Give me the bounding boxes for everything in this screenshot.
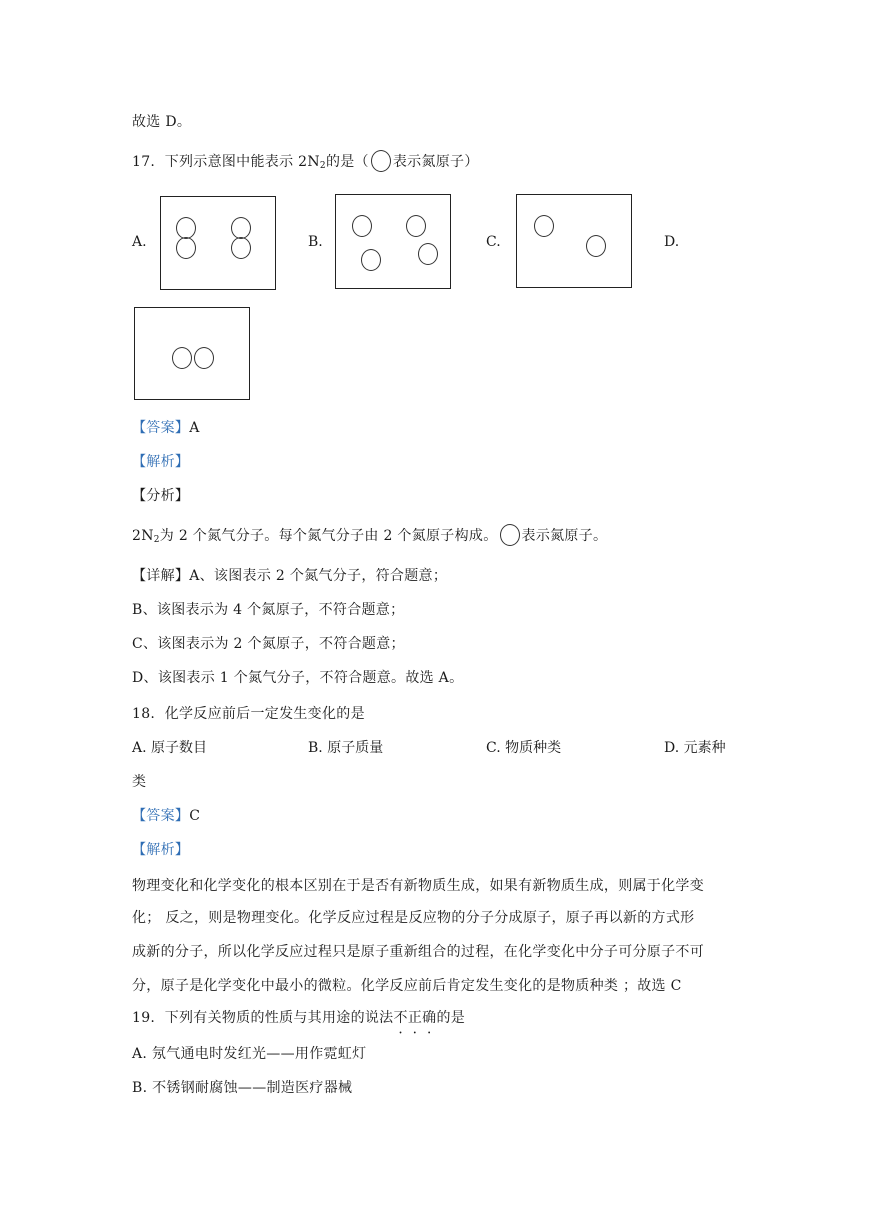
q18-option-d: D. 元素种 <box>664 740 726 756</box>
nitrogen-atom-icon <box>371 150 391 172</box>
q17-fenxi-subscript: 2 <box>153 535 160 545</box>
q17-fenxi-end: 表示氮原子。 <box>521 528 608 544</box>
answer-tag: 【答案】 <box>132 808 190 824</box>
q18-analysis-tag: 【解析】 <box>132 842 190 858</box>
atom-icon <box>231 217 251 239</box>
atom-icon <box>586 235 606 257</box>
q19-number: 19. <box>132 1010 156 1026</box>
q17-stem-text-a: 下列示意图中能表示 2N <box>164 154 320 170</box>
q19-stem-text-a: 下列有关物质的性质与其用途的说法 <box>164 1010 394 1026</box>
atom-icon <box>361 249 381 271</box>
q17-detail-a-text: A、该图表示 2 个氮气分子，符合题意； <box>189 568 448 584</box>
q19-option-b: B. 不锈钢耐腐蚀——制造医疗器械 <box>132 1080 353 1096</box>
q18-number: 18. <box>132 706 156 722</box>
q17-stem <box>132 152 479 176</box>
q17-fenxi-body: 为 2 个氮气分子。每个氮气分子由 2 个氮原子构成。 <box>159 528 498 544</box>
q18-analysis-line: 物理变化和化学变化的根本区别在于是否有新物质生成，如果有新物质生成，则属于化学变 <box>132 878 704 894</box>
q17-option-d-label: D. <box>664 234 680 250</box>
atom-icon <box>194 347 214 369</box>
q17-stem-text-c: 表示氮原子） <box>392 154 479 170</box>
atom-icon <box>534 215 554 237</box>
q17-detail-c: C、该图表示为 2 个氮原子，不符合题意； <box>132 636 405 652</box>
q17-analysis-tag: 【解析】 <box>132 454 190 470</box>
q18-answer-value: C <box>189 808 201 824</box>
detail-tag: 【详解】 <box>132 568 190 584</box>
q17-diagram-d <box>134 307 250 400</box>
q17-option-c-label: C. <box>486 234 501 250</box>
q17-stem-subscript: 2 <box>319 161 326 171</box>
atom-icon <box>418 243 438 265</box>
q17-option-a-label: A. <box>132 234 147 250</box>
atom-icon <box>352 215 372 237</box>
q17-diagram-b <box>335 194 451 289</box>
q19-emphasis-char: 正 <box>407 1010 423 1026</box>
q19-emphasis-char: 确 <box>422 1010 437 1026</box>
q18-option-b: B. 原子质量 <box>308 740 384 756</box>
q17-detail-d: D、该图表示 1 个氮气分子，不符合题意。故选 A。 <box>132 670 464 686</box>
q18-analysis-line: 化； 反之，则是物理变化。化学反应过程是反应物的分子分成原子，原子再以新的方式形 <box>132 910 695 926</box>
q18-option-a: A. 原子数目 <box>132 740 208 756</box>
q17-detail-b: B、该图表示为 4 个氮原子，不符合题意； <box>132 602 405 618</box>
q18-stem-text: 化学反应前后一定发生变化的是 <box>164 706 365 722</box>
atom-icon <box>176 217 196 239</box>
q18-option-c: C. 物质种类 <box>486 740 562 756</box>
q18-option-d-continued: 类 <box>132 774 147 790</box>
q17-stem-text-b: 的是（ <box>325 154 369 170</box>
q19-stem <box>132 1008 465 1028</box>
atom-icon <box>231 237 251 259</box>
q19-option-a: A. 氖气通电时发红光——用作霓虹灯 <box>132 1046 367 1062</box>
q17-fenxi-text <box>132 526 607 550</box>
q17-answer <box>132 418 200 438</box>
nitrogen-atom-icon <box>500 524 520 546</box>
previous-conclusion: 故选 D。 <box>132 114 192 130</box>
q17-number: 17. <box>132 154 156 170</box>
atom-icon <box>406 215 426 237</box>
atom-icon <box>172 347 192 369</box>
q18-analysis-line: 分，原子是化学变化中最小的微粒。化学反应前后肯定发生变化的是物质种类 ；故选 C <box>132 978 682 994</box>
q17-option-b-label: B. <box>308 234 323 250</box>
q18-analysis-line: 成新的分子，所以化学反应过程只是原子重新组合的过程，在化学变化中分子可分原子不可 <box>132 944 704 960</box>
q17-fenxi-tag: 【分析】 <box>132 488 190 504</box>
q17-answer-value: A <box>189 420 200 436</box>
atom-icon <box>176 237 196 259</box>
q17-fenxi-formula: 2N <box>132 528 154 544</box>
q17-detail-a <box>132 566 447 586</box>
q17-diagram-c <box>516 194 632 288</box>
q19-stem-text-b: 的是 <box>436 1010 466 1026</box>
q19-emphasis-char: 不 <box>393 1010 408 1026</box>
answer-tag: 【答案】 <box>132 420 190 436</box>
q17-diagram-a <box>160 196 276 290</box>
q18-stem <box>132 704 365 724</box>
q18-answer <box>132 806 200 826</box>
